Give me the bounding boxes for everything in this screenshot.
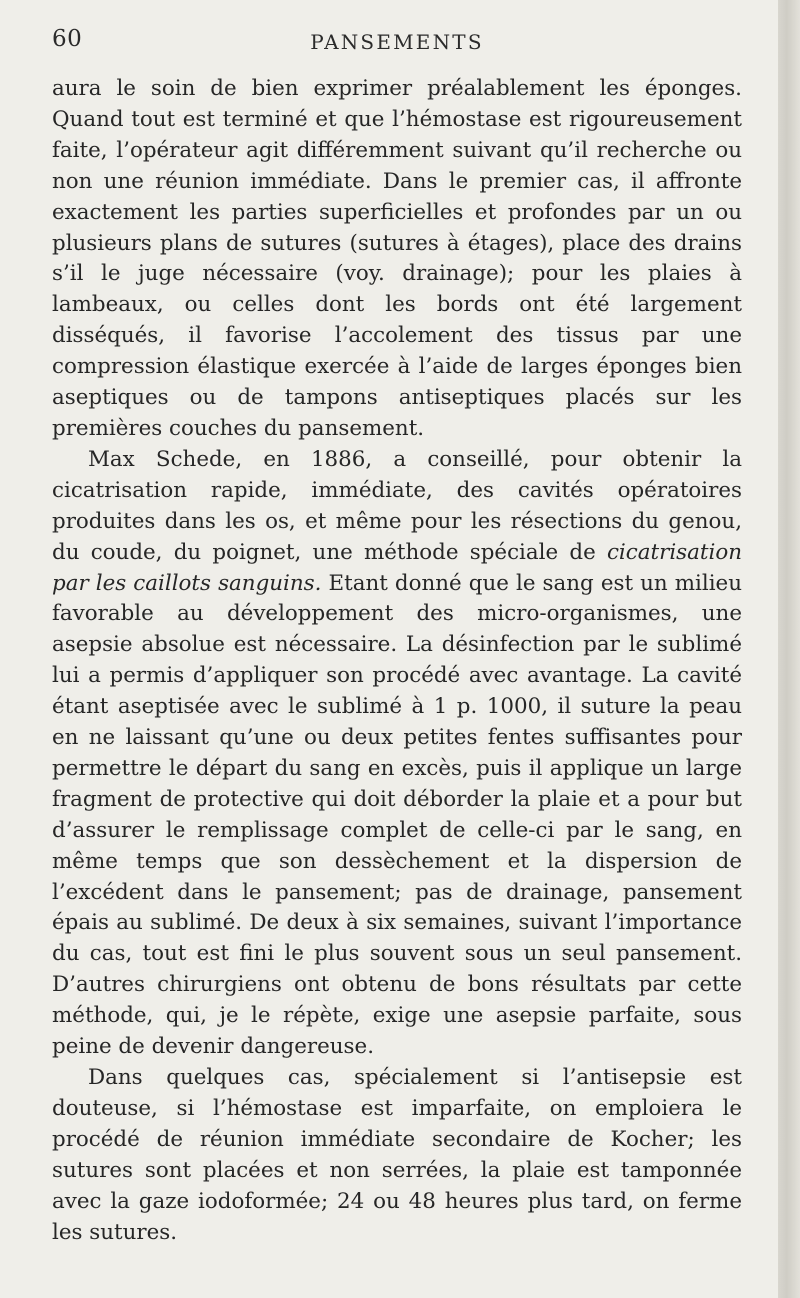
page-number: 60	[52, 26, 83, 52]
page-header	[52, 26, 742, 64]
paragraph-3: Dans quelques cas, spécialement si l’antisepsie est douteuse, si l’hémostase est imparfaite, on emploiera le procédé de réunion immédiate secondaire de Kocher; les sutures sont placées et non serrées, la plaie est tamponnée avec la gaze iodoformée; 24 ou 48 heures plus tard, on ferme les sutures.	[52, 1065, 742, 1245]
paragraph-2	[52, 445, 742, 1063]
body-text	[52, 74, 742, 1248]
paragraph-1: aura le soin de bien exprimer préalablement les éponges. Quand tout est terminé et que l’hémostase est rigoureusement faite, l’opérateur agit différemment suivant qu’il recherche ou non une réunion immédiate. Dans le premier cas, il affronte exactement les parties superficielles et profondes par un ou plusieurs plans de sutures (sutures à étages), place des drains s’il le juge nécessaire (voy. drainage); pour les plaies à lambeaux, ou celles dont les bords ont été largement disséqués, il favorise l’accolement des tissus par une compression élastique exercée à l’aide de larges éponges bien aseptiques ou de tampons antiseptiques placés sur les premières couches du pansement.	[52, 76, 742, 441]
paragraph-2-italic-term: cicatrisation par les caillots sanguins.	[52, 539, 742, 596]
running-title: PANSEMENTS	[310, 30, 484, 54]
page-binding-edge	[778, 0, 800, 1298]
paragraph-2-text-end: Etant donné que le sang est un milieu favorable au développement des micro-organismes, une asepsie absolue est nécessaire. La désinfection par le sublimé lui a permis d’appliquer son procédé avec avantage. La cavité étant aseptisée avec le sublimé à 1 p. 1000, il suture la peau en ne laissant qu’une ou deux petites fentes suffisantes pour permettre le départ du sang en excès, puis il applique un large fragment de protective qui doit déborder la plaie et a pour but d’assurer le remplissage complet de celle-ci par le sang, en même temps que son dessèchement et la dispersion de l’excédent dans le pansement; pas de drainage, pansement épais au sublimé. De deux à six semaines, suivant l’importance du cas, tout est fini le plus souvent sous un seul pansement. D’autres chirurgiens ont obtenu de bons résultats par cette méthode, qui, je le répète, exige une asepsie parfaite, sous peine de devenir dangereuse.	[52, 570, 742, 1060]
paragraph-2-text-start: Max Schede, en 1886, a conseillé, pour obtenir la cicatrisation rapide, immédiate, des cavités opératoires produites dans les os, et même pour les résections du genou, du coude, du poignet, une méthode spéciale de	[52, 446, 742, 565]
